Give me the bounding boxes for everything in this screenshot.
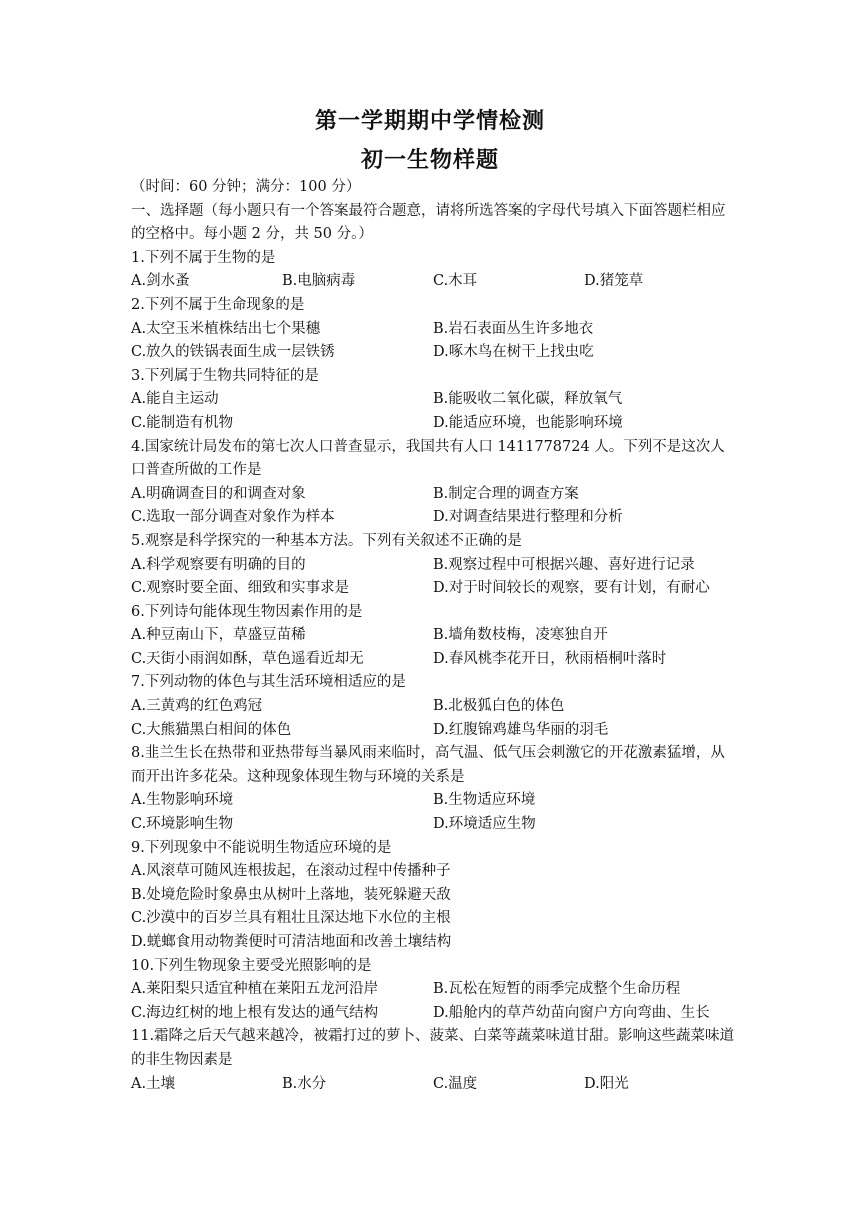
question-stem: 2.下列不属于生命现象的是 bbox=[131, 296, 305, 313]
option-a: A.种豆南山下，草盛豆苗稀 bbox=[131, 627, 306, 644]
option-c: C.海边红树的地上根有发达的通气结构 bbox=[131, 1004, 379, 1021]
option-a: A.剑水蚤 bbox=[131, 273, 190, 290]
option-a: A.土壤 bbox=[131, 1075, 176, 1092]
question-stem: 4.国家统计局发布的第七次人口普查显示，我国共有人口 1411778724 人。下列不是这次人口普查所做的工作是 bbox=[131, 438, 725, 479]
option-a: A.明确调查目的和调查对象 bbox=[131, 485, 306, 502]
question-stem: 11.霜降之后天气越来越冷，被霜打过的萝卜、菠菜、白菜等蔬菜味道甘甜。影响这些蔬菜味道的非生物因素是 bbox=[131, 1028, 735, 1068]
option-a: A.科学观察要有明确的目的 bbox=[131, 556, 306, 573]
question-stem: 5.观察是科学探究的一种基本方法。下列有关叙述不正确的是 bbox=[131, 532, 522, 549]
question-options bbox=[131, 388, 736, 412]
option-b: B.生物适应环境 bbox=[433, 792, 536, 809]
option-d: D.能适应环境，也能影响环境 bbox=[433, 414, 623, 431]
option-d: D.红腹锦鸡雄鸟华丽的羽毛 bbox=[433, 721, 609, 738]
question-options bbox=[131, 341, 736, 365]
question-stem: 9.下列现象中不能说明生物适应环境的是 bbox=[131, 839, 392, 856]
option-d: D.春风桃李花开日，秋雨梧桐叶落时 bbox=[433, 650, 667, 667]
option-d: D.对调查结果进行整理和分析 bbox=[433, 509, 623, 526]
option-d: D.阳光 bbox=[584, 1075, 629, 1092]
question-options bbox=[131, 624, 736, 648]
question-stem: 8.韭兰生长在热带和亚热带每当暴风雨来临时，高气温、低气压会刺激它的开花激素猛增，从而开出许多花朵。这种现象体现生物与环境的关系是 bbox=[131, 745, 725, 785]
option-d: D.猪笼草 bbox=[584, 273, 644, 290]
option-d: D.蜣螂食用动物粪便时可清洁地面和改善土壤结构 bbox=[131, 934, 452, 950]
option-c: C.能制造有机物 bbox=[131, 414, 234, 431]
question-options bbox=[131, 506, 736, 530]
option-b: B.水分 bbox=[282, 1075, 327, 1092]
option-b: B.能吸收二氧化碳，释放氧气 bbox=[433, 391, 623, 408]
question-options bbox=[131, 412, 736, 436]
option-b: B.观察过程中可根据兴趣、喜好进行记录 bbox=[433, 556, 695, 573]
question-options bbox=[131, 554, 736, 578]
option-d: D.对于时间较长的观察，要有计划，有耐心 bbox=[433, 580, 710, 597]
option-c: C.天街小雨润如酥，草色遥看近却无 bbox=[131, 650, 364, 667]
option-b: B.瓦松在短暂的雨季完成整个生命历程 bbox=[433, 981, 681, 998]
section-heading: 一、选择题（每小题只有一个答案最符合题意，请将所选答案的字母代号填入下面答题栏相应的空格中。每小题 2 分，共 50 分。） bbox=[131, 202, 726, 243]
question-options bbox=[131, 813, 736, 837]
option-c: C.温度 bbox=[433, 1075, 478, 1092]
option-c: C.选取一部分调查对象作为样本 bbox=[131, 509, 335, 526]
option-c: C.环境影响生物 bbox=[131, 816, 234, 833]
option-b: B.岩石表面丛生许多地衣 bbox=[433, 320, 594, 337]
question-stem: 6.下列诗句能体现生物因素作用的是 bbox=[131, 603, 363, 620]
question-options bbox=[131, 978, 736, 1002]
question-options bbox=[131, 318, 736, 342]
exam-info: （时间：60 分钟；满分：100 分） bbox=[131, 179, 361, 195]
option-a: A.莱阳梨只适宜种植在莱阳五龙河沿岸 bbox=[131, 981, 379, 998]
option-a: A.能自主运动 bbox=[131, 391, 219, 408]
question-options bbox=[131, 1002, 736, 1026]
option-b: B.制定合理的调查方案 bbox=[433, 485, 579, 502]
question-stem: 7.下列动物的体色与其生活环境相适应的是 bbox=[131, 674, 406, 691]
option-d: D.船舱内的草芦幼苗向窗户方向弯曲、生长 bbox=[433, 1004, 710, 1021]
option-d: D.环境适应生物 bbox=[433, 816, 536, 833]
question-stem: 1.下列不属于生物的是 bbox=[131, 249, 276, 266]
question-options bbox=[131, 648, 736, 672]
question-options bbox=[131, 577, 736, 601]
option-b: B.处境危险时象鼻虫从树叶上落地，装死躲避天敌 bbox=[131, 886, 451, 903]
question-options bbox=[131, 719, 736, 743]
option-c: C.沙漠中的百岁兰具有粗壮且深达地下水位的主根 bbox=[131, 910, 451, 927]
question-stem: 3.下列属于生物共同特征的是 bbox=[131, 367, 319, 384]
option-c: C.观察时要全面、细致和实事求是 bbox=[131, 580, 350, 597]
exam-content bbox=[131, 176, 736, 1096]
option-a: A.太空玉米植株结出七个果穗 bbox=[131, 320, 321, 337]
page-title: 第一学期期中学情检测 bbox=[314, 109, 545, 134]
page-subtitle: 初一生物样题 bbox=[360, 148, 499, 173]
question-options bbox=[131, 270, 736, 294]
question-stem: 10.下列生物现象主要受光照影响的是 bbox=[131, 957, 372, 974]
option-c: C.放久的铁锅表面生成一层铁锈 bbox=[131, 344, 335, 361]
question-options bbox=[131, 483, 736, 507]
question-options bbox=[131, 1073, 736, 1097]
option-a: A.三黄鸡的红色鸡冠 bbox=[131, 698, 263, 715]
option-a: A.生物影响环境 bbox=[131, 792, 234, 809]
option-b: B.墙角数枝梅，凌寒独自开 bbox=[433, 627, 608, 644]
question-options bbox=[131, 789, 736, 813]
option-c: C.木耳 bbox=[433, 273, 478, 290]
option-c: C.大熊猫黑白相间的体色 bbox=[131, 721, 292, 738]
option-a: A.风滚草可随风连根拔起，在滚动过程中传播种子 bbox=[131, 863, 451, 880]
option-d: D.啄木鸟在树干上找虫吃 bbox=[433, 344, 594, 361]
option-b: B.电脑病毒 bbox=[282, 273, 356, 290]
question-options bbox=[131, 695, 736, 719]
option-b: B.北极狐白色的体色 bbox=[433, 698, 565, 715]
